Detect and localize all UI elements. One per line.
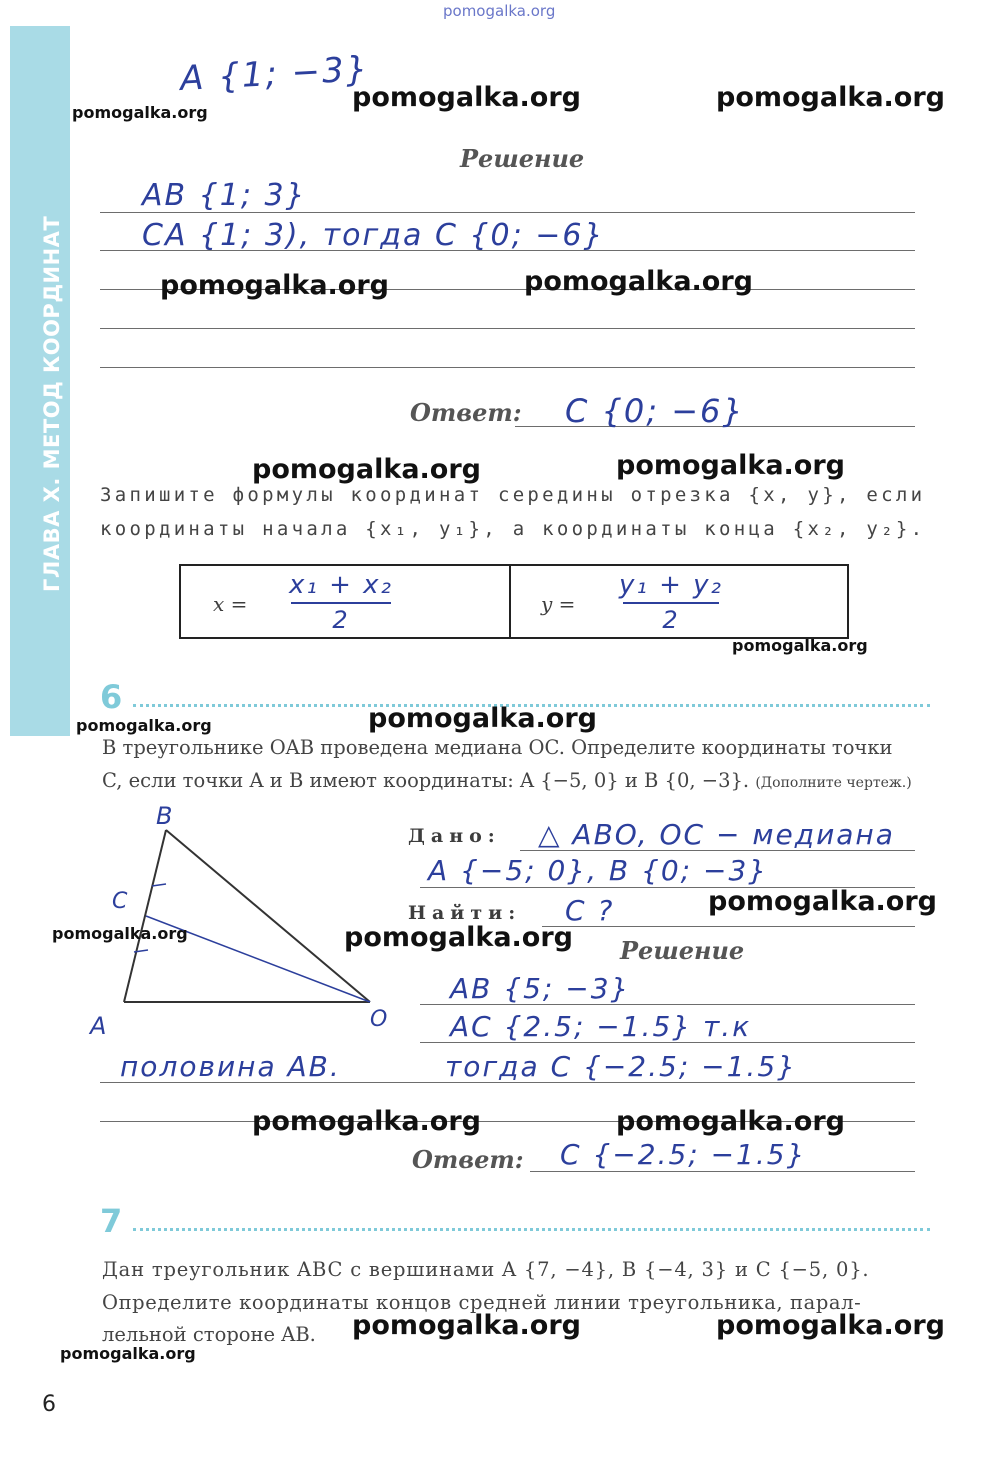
x-fraction-bar	[291, 602, 391, 604]
task6-hint: (Дополните чертеж.)	[755, 775, 912, 791]
top-watermark[interactable]: pomogalka.org	[443, 2, 556, 20]
watermark-link[interactable]: pomogalka.org	[160, 270, 389, 301]
find-label: Найти:	[408, 902, 522, 924]
writing-line	[100, 328, 915, 329]
watermark-link[interactable]: pomogalka.org	[716, 82, 945, 113]
task7-number: 7	[100, 1202, 123, 1240]
task7-text-line1: Дан треугольник ABC с вершинами A {7, −4}, B {−4, 3} и C {−5, 0}.	[102, 1258, 870, 1281]
task5-text-line2: координаты начала {x₁, y₁}, а координаты конца {x₂, y₂}.	[100, 518, 926, 540]
watermark-link[interactable]: pomogalka.org	[76, 716, 212, 735]
task7-dotted-divider	[133, 1228, 930, 1231]
x-numerator: x₁ + x₂	[289, 570, 393, 600]
task4-solution-line1: AB {1; 3}	[142, 178, 307, 213]
chapter-title: ГЛАВА X. МЕТОД КООРДИНАТ	[40, 215, 64, 592]
watermark-link[interactable]: pomogalka.org	[616, 1106, 845, 1137]
watermark-link[interactable]: pomogalka.org	[732, 636, 868, 655]
task4-given: A {1; −3}	[179, 49, 371, 99]
task7-text-line3: лельной стороне AB.	[102, 1323, 316, 1346]
x-equals-label: x =	[213, 592, 248, 616]
watermark-link[interactable]: pomogalka.org	[716, 1310, 945, 1341]
watermark-link[interactable]: pomogalka.org	[616, 450, 845, 481]
task6-solution-line3b: тогда C {−2.5; −1.5}	[445, 1050, 797, 1083]
watermark-link[interactable]: pomogalka.org	[352, 82, 581, 113]
task7-text-line2: Определите координаты концов средней линии треугольника, парал-	[102, 1291, 862, 1314]
watermark-link[interactable]: pomogalka.org	[60, 1344, 196, 1363]
formula-cell-y	[511, 566, 847, 637]
watermark-link[interactable]: pomogalka.org	[524, 266, 753, 297]
vertex-b-label: B	[156, 802, 175, 830]
answer-line	[530, 1171, 915, 1172]
y-equals-label: y =	[541, 592, 576, 616]
task4-answer: C {0; −6}	[565, 392, 745, 430]
watermark-link[interactable]: pomogalka.org	[344, 922, 573, 953]
task6-solution-line1: AB {5; −3}	[450, 972, 631, 1005]
given-label: Дано:	[408, 825, 501, 847]
x-denominator: 2	[332, 606, 350, 634]
y-denominator: 2	[662, 606, 680, 634]
watermark-link[interactable]: pomogalka.org	[708, 886, 937, 917]
task6-answer: C {−2.5; −1.5}	[560, 1138, 807, 1171]
watermark-link[interactable]: pomogalka.org	[52, 924, 188, 943]
y-numerator: y₁ + y₂	[619, 570, 723, 600]
task5-text-line1: Запишите формулы координат середины отрезка {x, y}, если	[100, 484, 926, 506]
watermark-link[interactable]: pomogalka.org	[72, 103, 208, 122]
given-hw-line2: A {−5; 0}, B {0; −3}	[428, 854, 769, 887]
task4-solution-heading: Решение	[460, 144, 585, 173]
task6-text-line2-main: C, если точки A и B имеют координаты: A {−5, 0} и B {0, −3}.	[102, 769, 750, 792]
vertex-a-label: A	[90, 1012, 109, 1040]
watermark-link[interactable]: pomogalka.org	[368, 703, 597, 734]
task6-solution-heading: Решение	[620, 936, 745, 965]
triangle-drawing	[80, 790, 410, 1050]
y-fraction-bar	[623, 602, 719, 604]
given-hw-line1: △ ABO, OC − медиана	[538, 818, 895, 851]
watermark-link[interactable]: pomogalka.org	[352, 1310, 581, 1341]
find-hw: C ?	[565, 894, 615, 927]
task6-text-line2	[102, 769, 912, 792]
task6-solution-line3a: половина AB.	[120, 1050, 341, 1083]
watermark-link[interactable]: pomogalka.org	[252, 454, 481, 485]
vertex-o-label: O	[370, 1007, 390, 1032]
task6-text-line1: В треугольнике OAB проведена медиана OC. Определите координаты точки	[102, 736, 893, 759]
task6-answer-label: Ответ:	[412, 1145, 524, 1174]
task4-answer-label: Ответ:	[410, 398, 522, 427]
page-number: 6	[42, 1392, 56, 1417]
task6-solution-line2: AC {2.5; −1.5} т.к	[450, 1010, 752, 1043]
task6-number: 6	[100, 678, 123, 716]
midpoint-formula-table	[179, 564, 849, 639]
writing-line	[100, 367, 915, 368]
watermark-link[interactable]: pomogalka.org	[252, 1106, 481, 1137]
formula-cell-x	[181, 566, 511, 637]
vertex-c-label: C	[112, 889, 130, 914]
task4-solution-line2: CA {1; 3), тогда C {0; −6}	[142, 218, 605, 253]
